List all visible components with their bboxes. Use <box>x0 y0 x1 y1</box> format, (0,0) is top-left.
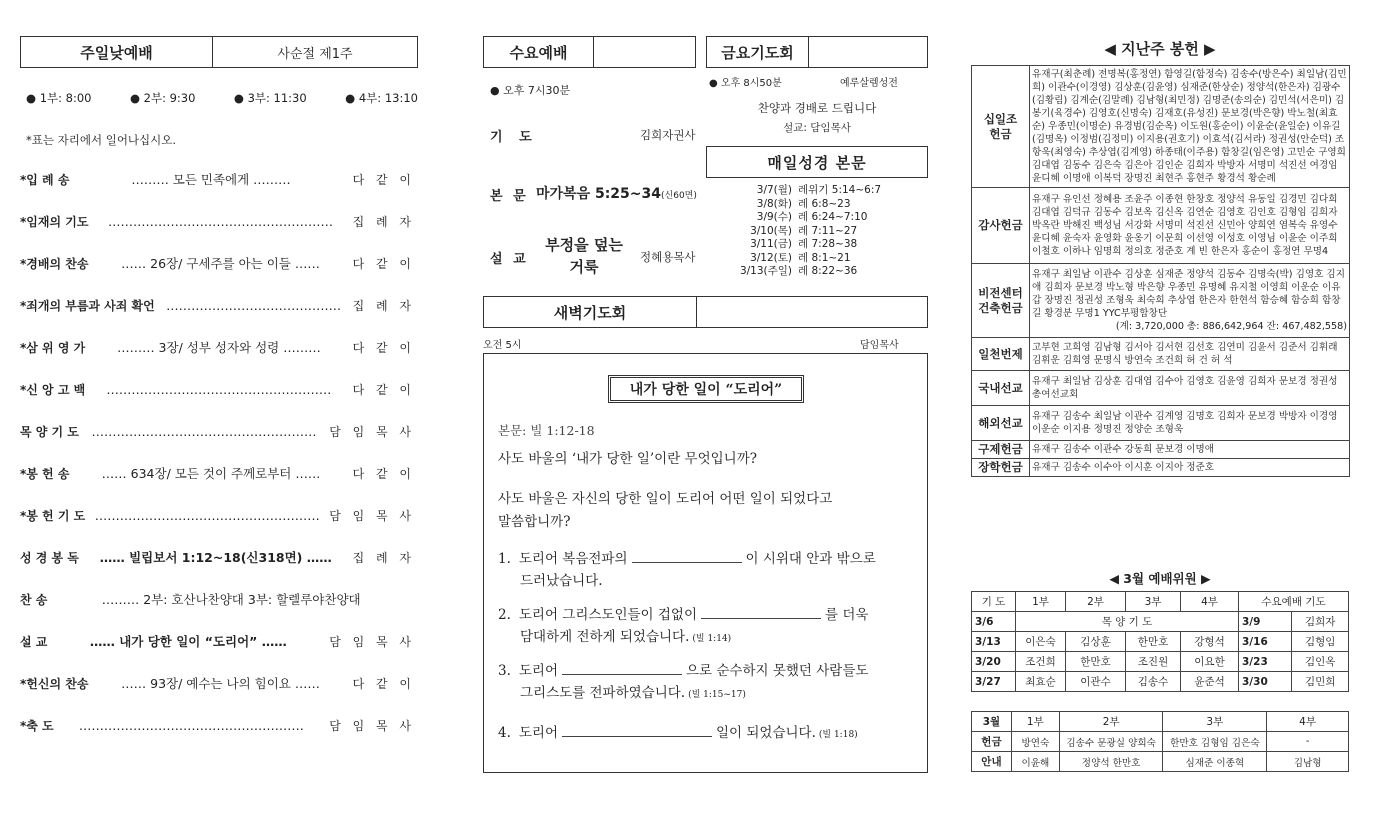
offering-names: 유재구 최일남 김상훈 김대엽 김수아 김영호 김윤영 김희자 문보경 정권성 총여선교회 <box>1032 376 1338 400</box>
order-row <box>20 589 415 609</box>
offering-category: 일천번제 <box>972 338 1030 371</box>
order-item-name: *경배의 찬송 <box>20 256 89 271</box>
order-item-name: 목 양 기 도 <box>20 424 79 439</box>
offering-names: 유재구 김송수 이수아 이시훈 이지아 정준호 <box>1032 462 1215 473</box>
fill-in-blank[interactable] <box>562 725 712 737</box>
wednesday-header <box>483 36 696 68</box>
order-item-leader: 담 임 목 사 <box>329 634 415 649</box>
offering-category: 국내선교 <box>972 371 1030 406</box>
fill-in-blank[interactable] <box>632 551 742 563</box>
bible-reading-row <box>700 263 928 277</box>
order-row <box>20 295 415 315</box>
committee-header-cell: 2부 <box>1066 592 1126 612</box>
service-time-3: ● 3부: 11:30 <box>233 91 307 105</box>
order-item-leader: 집 례 자 <box>352 214 415 229</box>
offering-names: 유재구 유인선 정혜용 조윤주 이종현 한창호 정양석 유동일 김경민 김다희 김대엽 김덕규 김동수 김보옥 김신옥 김연순 김영호 김인호 김형임 김희자 박옥란 박해진 백성님 서강화 서명미 석진선 신민아 양희연 염복숙 유영수 윤디혜 윤숙자 윤영화 윤옹기 이문희 이선영 이성호 이영님 이윤순 이주희 이철호 이하나 임명희 정의호 정준호 계 빈 한은자 홍순이 홍정연 무명4 <box>1032 194 1338 257</box>
order-item-leader: 다 같 이 <box>352 676 415 691</box>
order-item-name: *죄개의 부름과 사죄 확언 <box>20 298 155 313</box>
usher-header-row <box>972 712 1349 732</box>
order-item-name: *봉 헌 송 <box>20 466 70 481</box>
wednesday-prayer: 김희자 <box>1292 612 1349 632</box>
wednesday-date: 3/30 <box>1239 672 1292 692</box>
offering-names: 고부현 고희영 김남형 김서아 김서현 김선호 김연미 김윤서 김준서 김휘래 김휘운 김희영 문명식 방연숙 조건희 허 건 허 석 <box>1032 342 1338 366</box>
usher-names: 심재준 이종혁 <box>1163 752 1267 772</box>
sunday-header <box>20 36 418 68</box>
offering-names: 유재구 김송수 이관수 강동희 문보경 이명애 <box>1032 444 1215 455</box>
bible-date: 3/13(주일) <box>739 265 792 277</box>
wednesday-prayer: 김형임 <box>1292 632 1349 652</box>
sermon-q1: 사도 바울의 ‘내가 당한 일’이란 무엇입니까? <box>498 451 757 467</box>
usher-role: 안내 <box>972 752 1012 772</box>
bible-date: 3/9(수) <box>756 211 792 223</box>
offering-category: 감사헌금 <box>972 188 1030 264</box>
bible-date: 3/12(토) <box>750 251 792 264</box>
wednesday-page: (신60면) <box>661 191 697 201</box>
sermon-note-item <box>498 660 908 706</box>
offering-row <box>972 264 1350 338</box>
standing-note: *표는 자리에서 일어나십시오. <box>26 133 177 147</box>
offering-row <box>972 459 1350 477</box>
usher-header-cell: 2부 <box>1059 712 1163 732</box>
sermon-note-title: 내가 당한 일이 “도리어” <box>608 375 804 403</box>
item-text-before: 도리어 <box>518 725 559 741</box>
usher-names: 정양석 한만호 <box>1059 752 1163 772</box>
offering-names: 유재구 김송수 최일남 이관수 김계영 김명호 김희자 문보경 박방자 이경영 이운순 이지용 정명진 정양순 조형욱 <box>1032 411 1338 435</box>
item-text-before: 도리어 <box>518 663 559 679</box>
offering-category: 비전센터 건축헌금 <box>972 264 1030 338</box>
bible-ref: 레 6:24~7:10 <box>798 211 868 223</box>
usher-names: - <box>1267 732 1349 752</box>
item-text-before: 도리어 복음전파의 <box>518 551 628 567</box>
usher-header-cell: 1부 <box>1011 712 1059 732</box>
committee-date: 3/6 <box>972 612 1016 632</box>
usher-header-cell: 3부 <box>1163 712 1267 732</box>
committee-4th: 이요한 <box>1181 652 1239 672</box>
order-item-detail: …… 빌립보서 1:12~18(신318면) …… <box>99 550 332 565</box>
order-item-detail: …… 93장/ 예수는 나의 힘이요 …… <box>121 676 320 691</box>
sermon-title-line2: 거룩 <box>569 258 599 276</box>
order-item-name: *임재의 기도 <box>20 214 89 229</box>
order-item-leader: 담 임 목 사 <box>329 424 415 439</box>
order-row <box>20 253 415 273</box>
committee-3rd: 조진원 <box>1126 652 1181 672</box>
order-item-name: *봉 헌 기 도 <box>20 508 86 523</box>
committee-row <box>972 652 1349 672</box>
order-item-detail: …… 26장/ 구세주를 아는 이들 …… <box>121 256 320 271</box>
committee-row <box>972 612 1349 632</box>
order-item-leader: 담 임 목 사 <box>329 508 415 523</box>
bible-reading-row <box>700 196 928 210</box>
committee-header-cell: 수요예배 기도 <box>1239 592 1349 612</box>
wednesday-prayer: 김인옥 <box>1292 652 1349 672</box>
offering-category: 해외선교 <box>972 406 1030 441</box>
bible-ref: 레 7:11~27 <box>798 224 858 237</box>
wednesday-sermon-who: 정혜용목사 <box>640 250 696 264</box>
item-text-after: 으로 순수하지 못했던 사람들도 <box>686 663 869 679</box>
usher-names: 한만호 김형임 김은숙 <box>1163 732 1267 752</box>
committee-2nd: 김상훈 <box>1066 632 1126 652</box>
offering-row <box>972 188 1350 264</box>
order-item-leader: 집 례 자 <box>352 550 415 565</box>
sermon-scripture: 본문: 빌 1:12-18 <box>498 423 595 438</box>
bible-ref: 레 6:8~23 <box>798 197 851 210</box>
order-item-detail: ……… 2부: 호산나찬양대 3부: 할렐루야찬양대 <box>101 592 361 607</box>
offering-row <box>972 371 1350 406</box>
committee-1st: 이은숙 <box>1016 632 1066 652</box>
wednesday-text-label: 본 문 <box>490 189 529 204</box>
committee-4th: 윤준석 <box>1181 672 1239 692</box>
bible-date: 3/10(목) <box>750 224 792 237</box>
bible-ref: 레위기 5:14~6:7 <box>798 184 882 196</box>
order-row <box>20 673 415 693</box>
offering-usher-table <box>971 711 1349 772</box>
friday-time: ● 오후 8시50분 <box>709 78 782 89</box>
order-item-detail: ……………………………………………… <box>106 381 332 397</box>
wednesday-date: 3/23 <box>1239 652 1292 672</box>
order-item-detail: ……………………………………………… <box>91 423 317 439</box>
dawn-who: 담임목사 <box>860 340 899 351</box>
order-item-name: *헌신의 찬송 <box>20 676 89 691</box>
committee-row <box>972 632 1349 652</box>
offering-names: 유재구 최일남 이관수 김상훈 심재준 정양석 김동수 김명숙(박) 김영호 김지애 김희자 문보경 박노형 박은향 우종민 유명혜 유지철 이영희 이운순 이유갑 장명진 정권성 조형욱 최숙희 추상엽 한은자 한현석 함승혜 함승희 함창길 황경분 무명1 YYC부평합창단 <box>1032 269 1345 319</box>
committee-header-row <box>972 592 1349 612</box>
committee-2nd: 이관수 <box>1066 672 1126 692</box>
item-text-after: 일이 되었습니다. <box>716 725 816 741</box>
committee-3rd: 김송수 <box>1126 672 1181 692</box>
committee-header-cell: 1부 <box>1016 592 1066 612</box>
committee-row <box>972 672 1349 692</box>
committee-1st: 최효순 <box>1016 672 1066 692</box>
bible-date: 3/8(화) <box>756 197 792 210</box>
committee-header-cell: 4부 <box>1181 592 1239 612</box>
wednesday-text-ref <box>536 183 697 203</box>
order-row <box>20 211 415 231</box>
item-number: 1. <box>498 551 511 567</box>
order-item-detail: ……… 모든 민족에게 ……… <box>131 172 291 187</box>
order-item-name: *축 도 <box>20 718 54 733</box>
wednesday-date: 3/9 <box>1239 612 1292 632</box>
fill-in-blank[interactable] <box>562 663 682 675</box>
item-line2: 드러났습니다. <box>520 573 603 589</box>
item-number: 2. <box>498 607 511 623</box>
order-row <box>20 505 415 525</box>
daily-bible-list <box>700 182 928 277</box>
order-item-detail: …… 내가 당한 일이 “도리어” …… <box>89 634 287 649</box>
usher-names: 이윤해 <box>1011 752 1059 772</box>
building-fund-totals: (계: 3,720,000 총: 886,642,964 잔: 467,482,558) <box>1115 321 1347 332</box>
order-item-leader: 담 임 목 사 <box>329 718 415 733</box>
order-item-name: *삼 위 영 가 <box>20 340 86 355</box>
order-item-name: *입 례 송 <box>20 172 70 187</box>
sermon-q2b: 말씀합니까? <box>498 514 571 530</box>
sermon-title-line1: 부정을 덮는 <box>545 236 623 254</box>
friday-title: 금요기도회 <box>707 37 809 67</box>
order-item-leader: 다 같 이 <box>352 382 415 397</box>
item-text-after: 이 시위대 안과 밖으로 <box>745 551 876 567</box>
usher-row <box>972 752 1349 772</box>
offering-row <box>972 338 1350 371</box>
order-item-name: *신 앙 고 백 <box>20 382 86 397</box>
offering-row <box>972 66 1350 188</box>
item-ref: (빌 1:18) <box>818 730 858 740</box>
order-item-leader: 다 같 이 <box>352 256 415 271</box>
bible-ref: 레 7:28~38 <box>798 238 858 250</box>
committee-date: 3/13 <box>972 632 1016 652</box>
offering-category: 장학헌금 <box>972 459 1030 477</box>
bible-reading-row <box>700 236 928 250</box>
daily-bible-header: 매일성경 본문 <box>706 146 928 178</box>
wednesday-ref: 마가복음 5:25~34 <box>536 186 662 202</box>
friday-line1: 찬양과 경배로 드립니다 <box>757 101 877 115</box>
bible-reading-row <box>700 182 928 196</box>
wednesday-prayer-who: 김희자권사 <box>640 128 696 142</box>
order-row <box>20 379 415 399</box>
wednesday-sermon-title <box>536 234 632 278</box>
bible-reading-row <box>700 223 928 237</box>
item-ref: (빌 1:15~17) <box>688 690 746 700</box>
usher-role: 헌금 <box>972 732 1012 752</box>
order-item-name: 설 교 <box>20 634 48 649</box>
bible-ref: 레 8:22~36 <box>798 265 858 277</box>
item-text-before: 도리어 그리스도인들이 겁없이 <box>518 607 698 623</box>
wednesday-prayer: 김민희 <box>1292 672 1349 692</box>
wednesday-prayer-label: 기 도 <box>490 130 538 145</box>
sermon-q2a: 사도 바울은 자신의 당한 일이 도리어 어떤 일이 되었다고 <box>498 491 833 507</box>
sermon-note-item <box>498 604 908 650</box>
offering-category: 구제헌금 <box>972 441 1030 459</box>
dawn-header <box>483 296 928 328</box>
bible-date: 3/11(금) <box>750 238 792 250</box>
order-item-name: 찬 송 <box>20 592 48 607</box>
offering-table <box>971 65 1350 477</box>
order-item-detail: ……………………………………………… <box>108 213 333 229</box>
offering-row <box>972 406 1350 441</box>
item-ref: (빌 1:14) <box>692 634 732 644</box>
usher-names: 김송수 문광실 양희숙 <box>1059 732 1163 752</box>
sermon-note-item <box>498 722 908 746</box>
committee-header-cell: 기 도 <box>972 592 1016 612</box>
friday-line2: 설교: 담임목사 <box>783 122 851 134</box>
order-row <box>20 715 415 735</box>
order-item-name: 성 경 봉 독 <box>20 550 79 565</box>
usher-names: 김남형 <box>1267 752 1349 772</box>
committee-4th: 강형석 <box>1181 632 1239 652</box>
order-row <box>20 169 415 189</box>
bible-reading-row <box>700 250 928 264</box>
sunday-season: 사순절 제1주 <box>277 46 353 62</box>
committee-3rd: 한만호 <box>1126 632 1181 652</box>
order-item-leader: 집 례 자 <box>352 298 415 313</box>
offering-category: 십일조 헌금 <box>972 66 1030 188</box>
bible-reading-row <box>700 209 928 223</box>
wednesday-date: 3/16 <box>1239 632 1292 652</box>
item-number: 4. <box>498 725 511 741</box>
usher-row <box>972 732 1349 752</box>
committee-header-cell: 3부 <box>1126 592 1181 612</box>
sermon-note-item <box>498 548 908 592</box>
sunday-times <box>26 90 418 106</box>
wednesday-title: 수요예배 <box>484 37 594 67</box>
bible-date: 3/7(월) <box>756 184 792 196</box>
order-item-detail: …… 634장/ 모든 것이 주께로부터 …… <box>101 466 321 481</box>
order-row <box>20 631 415 651</box>
committee-title: ◀ 3월 예배위원 ▶ <box>1109 571 1211 586</box>
usher-header-cell: 4부 <box>1267 712 1349 732</box>
item-text-after: 를 더욱 <box>825 607 869 623</box>
usher-header-cell: 3월 <box>972 712 1012 732</box>
sunday-title: 주일낮예배 <box>21 37 213 67</box>
committee-merged: 목 양 기 도 <box>1016 612 1239 632</box>
order-item-detail: ……… 3장/ 성부 성자와 성령 ……… <box>117 340 321 355</box>
order-row <box>20 463 415 483</box>
order-item-detail: ……………………………………………… <box>78 717 304 733</box>
dawn-time: 오전 5시 <box>483 340 522 351</box>
service-time-1: ● 1부: 8:00 <box>26 91 92 105</box>
offering-title: ◀ 지난주 봉헌 ▶ <box>1104 40 1216 58</box>
order-item-detail: ……………………………………………… <box>94 507 320 523</box>
item-line2: 담대하게 전하게 되었습니다. <box>520 629 690 645</box>
friday-header <box>706 36 928 68</box>
order-row <box>20 421 415 441</box>
committee-2nd: 한만호 <box>1066 652 1126 672</box>
order-row <box>20 547 415 567</box>
committee-date: 3/27 <box>972 672 1016 692</box>
dawn-title: 새벽기도회 <box>484 297 697 327</box>
bible-ref: 레 8:1~21 <box>798 251 851 264</box>
order-item-leader: 다 같 이 <box>352 466 415 481</box>
offering-row <box>972 441 1350 459</box>
fill-in-blank[interactable] <box>701 607 821 619</box>
order-item-detail: …………………………………… <box>166 297 342 313</box>
committee-1st: 조건희 <box>1016 652 1066 672</box>
wednesday-sermon-label: 설 교 <box>490 252 529 267</box>
order-item-leader: 다 같 이 <box>352 172 415 187</box>
order-row <box>20 337 415 357</box>
item-line2: 그리스도를 전파하였습니다. <box>520 685 686 701</box>
committee-date: 3/20 <box>972 652 1016 672</box>
wednesday-time: ● 오후 7시30분 <box>490 84 571 97</box>
committee-table <box>971 591 1349 692</box>
service-time-4: ● 4부: 13:10 <box>345 91 418 105</box>
usher-names: 방연숙 <box>1011 732 1059 752</box>
friday-place: 예루살렘성전 <box>840 78 898 89</box>
offering-names: 유재구(최춘례) 전명복(홍정연) 함영길(함정숙) 김송수(방은수) 최일남(김민희) 이관수(이경영) 김상훈(김윤영) 심재준(한상순) 정양석(한은자) 김광수(김황림) 김계순(김말례) 김남형(최민정) 김명준(송의순) 김민석(서은미) 김봉기(육경수) 김영호(신명숙) 김재호(유성진) 문보경(박은향) 박노철(최효순) 우종민(이명순) 유경범(김순옥) 이도원(홍순이) 이윤순(윤일순) 이유길(김명옥) 이정범(김정미) 이지용(권호기) 이효석(김서라) 정권성(안순덕) 조항욱(최영숙) 추상엽(김계영) 하종태(이주용) 함창길(임은영) 고민순 구영희 김대엽 김동수 김은숙 김은아 김인순 김희자 박방자 서명미 석진선 여경임 윤디혜 이명애 이복덕 장명진 최현주 홍현주 황경석 황순례 <box>1032 69 1347 184</box>
order-item-leader: 다 같 이 <box>352 340 415 355</box>
item-number: 3. <box>498 663 511 679</box>
service-time-2: ● 2부: 9:30 <box>129 91 196 105</box>
